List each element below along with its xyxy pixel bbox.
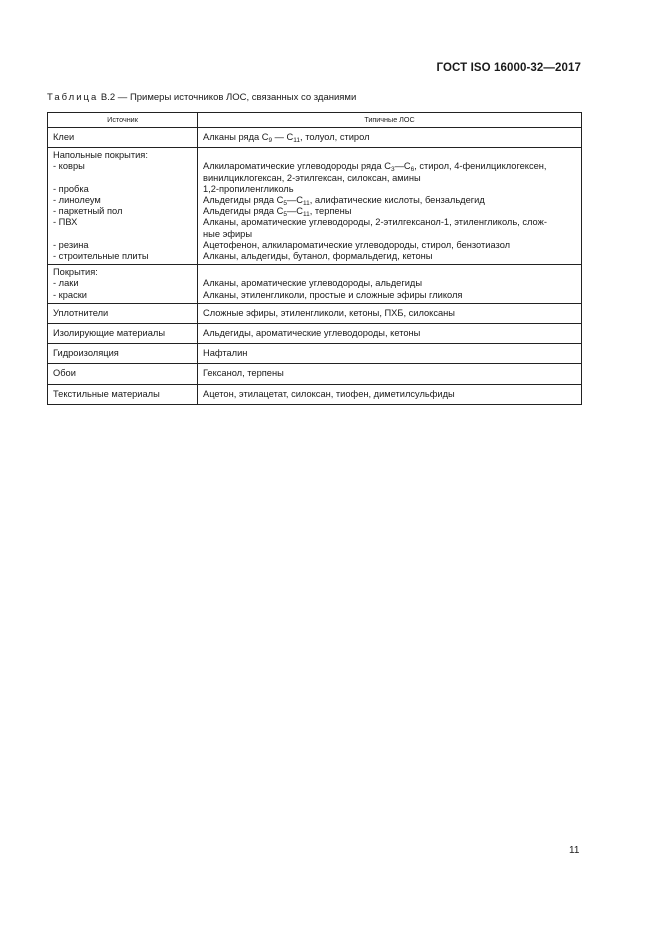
- voc-text: — C: [272, 132, 294, 142]
- source-line: - краски: [53, 289, 87, 300]
- voc-cell: Нафталин: [198, 344, 582, 364]
- voc-text: Алканы ряда C: [203, 132, 269, 142]
- voc-line: Алканы, ароматические углеводороды, альдегиды: [203, 278, 423, 289]
- source-line: - резина: [53, 239, 89, 250]
- source-cell: Гидроизоляция: [48, 344, 198, 364]
- source-line: - линолеум: [53, 195, 101, 205]
- voc-line: ные эфиры: [203, 228, 253, 239]
- page-number: 11: [569, 845, 580, 856]
- subscript: 9: [268, 137, 273, 144]
- source-line: - лаки: [53, 278, 79, 289]
- voc-line: винилциклогексан, 2-этилгексан, силоксан, амины: [203, 172, 421, 183]
- source-line: - ковры: [53, 161, 85, 172]
- voc-line: Альдегиды ряда $C_5—C_{11}$, терпены: [203, 206, 352, 219]
- source-line: - ПВХ: [53, 217, 78, 228]
- table-row: [48, 148, 582, 265]
- voc-cell: Гексанол, терпены: [198, 364, 582, 384]
- table-row: [48, 364, 582, 384]
- subscript: 5: [283, 211, 287, 219]
- subscript: 11: [293, 137, 301, 144]
- voc-line: Алканы, ароматические углеводороды, 2-этилгексанол-1, этиленгликоль, слож-: [203, 217, 547, 228]
- table-row: [48, 324, 582, 344]
- source-line: Напольные покрытия:: [53, 150, 148, 161]
- caption-number: В.2: [100, 92, 116, 103]
- subscript: 11: [302, 200, 310, 207]
- voc-line: Алканы, альдегиды, бутанол, формальдегид, кетоны: [203, 251, 433, 262]
- subscript: 5: [283, 200, 287, 207]
- source-line: Покрытия:: [53, 267, 98, 278]
- standard-designation: ГОСТ ISO 16000-32—2017: [436, 62, 581, 74]
- voc-line: Алкилароматические углеводороды ряда $C_3—C_6$, стирол, 4-фенилциклогексен,: [203, 161, 547, 174]
- voc-text: , толуол, стирол: [300, 132, 370, 142]
- subscript: 3: [390, 166, 395, 174]
- table-row: [48, 344, 582, 364]
- source-cell: Уплотнители: [48, 303, 198, 323]
- caption-text: Примеры источников ЛОС, связанных со зданиями: [129, 92, 357, 103]
- voc-sources-table: [47, 112, 582, 405]
- table-row: [48, 265, 582, 304]
- source-cell: [48, 265, 198, 304]
- subscript: 11: [302, 211, 310, 219]
- voc-line: Алканы, этиленгликоли, простые и сложные эфиры гликоля: [203, 289, 463, 300]
- source-line: - пробка: [53, 183, 89, 194]
- table-row: [48, 384, 582, 404]
- table-row: [48, 128, 582, 148]
- header-source: Источник: [48, 113, 198, 128]
- table-caption: [47, 92, 356, 103]
- source-cell: Изолирующие материалы: [48, 324, 198, 344]
- voc-cell: [198, 148, 582, 265]
- voc-cell: Сложные эфиры, этиленгликоли, кетоны, ПХБ, силоксаны: [198, 303, 582, 323]
- caption-prefix: Таблица: [47, 92, 99, 103]
- source-cell: Текстильные материалы: [48, 384, 198, 404]
- source-cell: [48, 148, 198, 265]
- voc-cell: Альдегиды, ароматические углеводороды, кетоны: [198, 324, 582, 344]
- table-row: [48, 303, 582, 323]
- caption-separator: —: [115, 92, 130, 103]
- voc-cell: Ацетон, этилацетат, силоксан, тиофен, диметилсульфиды: [198, 384, 582, 404]
- source-cell: Клеи: [48, 128, 198, 148]
- subscript: 6: [410, 166, 415, 174]
- voc-line: Ацетофенон, алкилароматические углеводороды, стирол, бензотиазол: [203, 239, 511, 250]
- voc-line: Альдегиды ряда $C_5—C_{11}$, алифатические кислоты, бензальдегид: [203, 195, 485, 207]
- voc-line: 1,2-пропиленгликоль: [203, 183, 294, 194]
- source-line: - строительные плиты: [53, 251, 149, 261]
- source-line: - паркетный пол: [53, 206, 123, 217]
- source-cell: Обои: [48, 364, 198, 384]
- voc-cell: [198, 128, 582, 148]
- voc-cell: [198, 265, 582, 304]
- header-typical-voc: Типичные ЛОС: [198, 113, 582, 128]
- table-header-row: [48, 113, 582, 128]
